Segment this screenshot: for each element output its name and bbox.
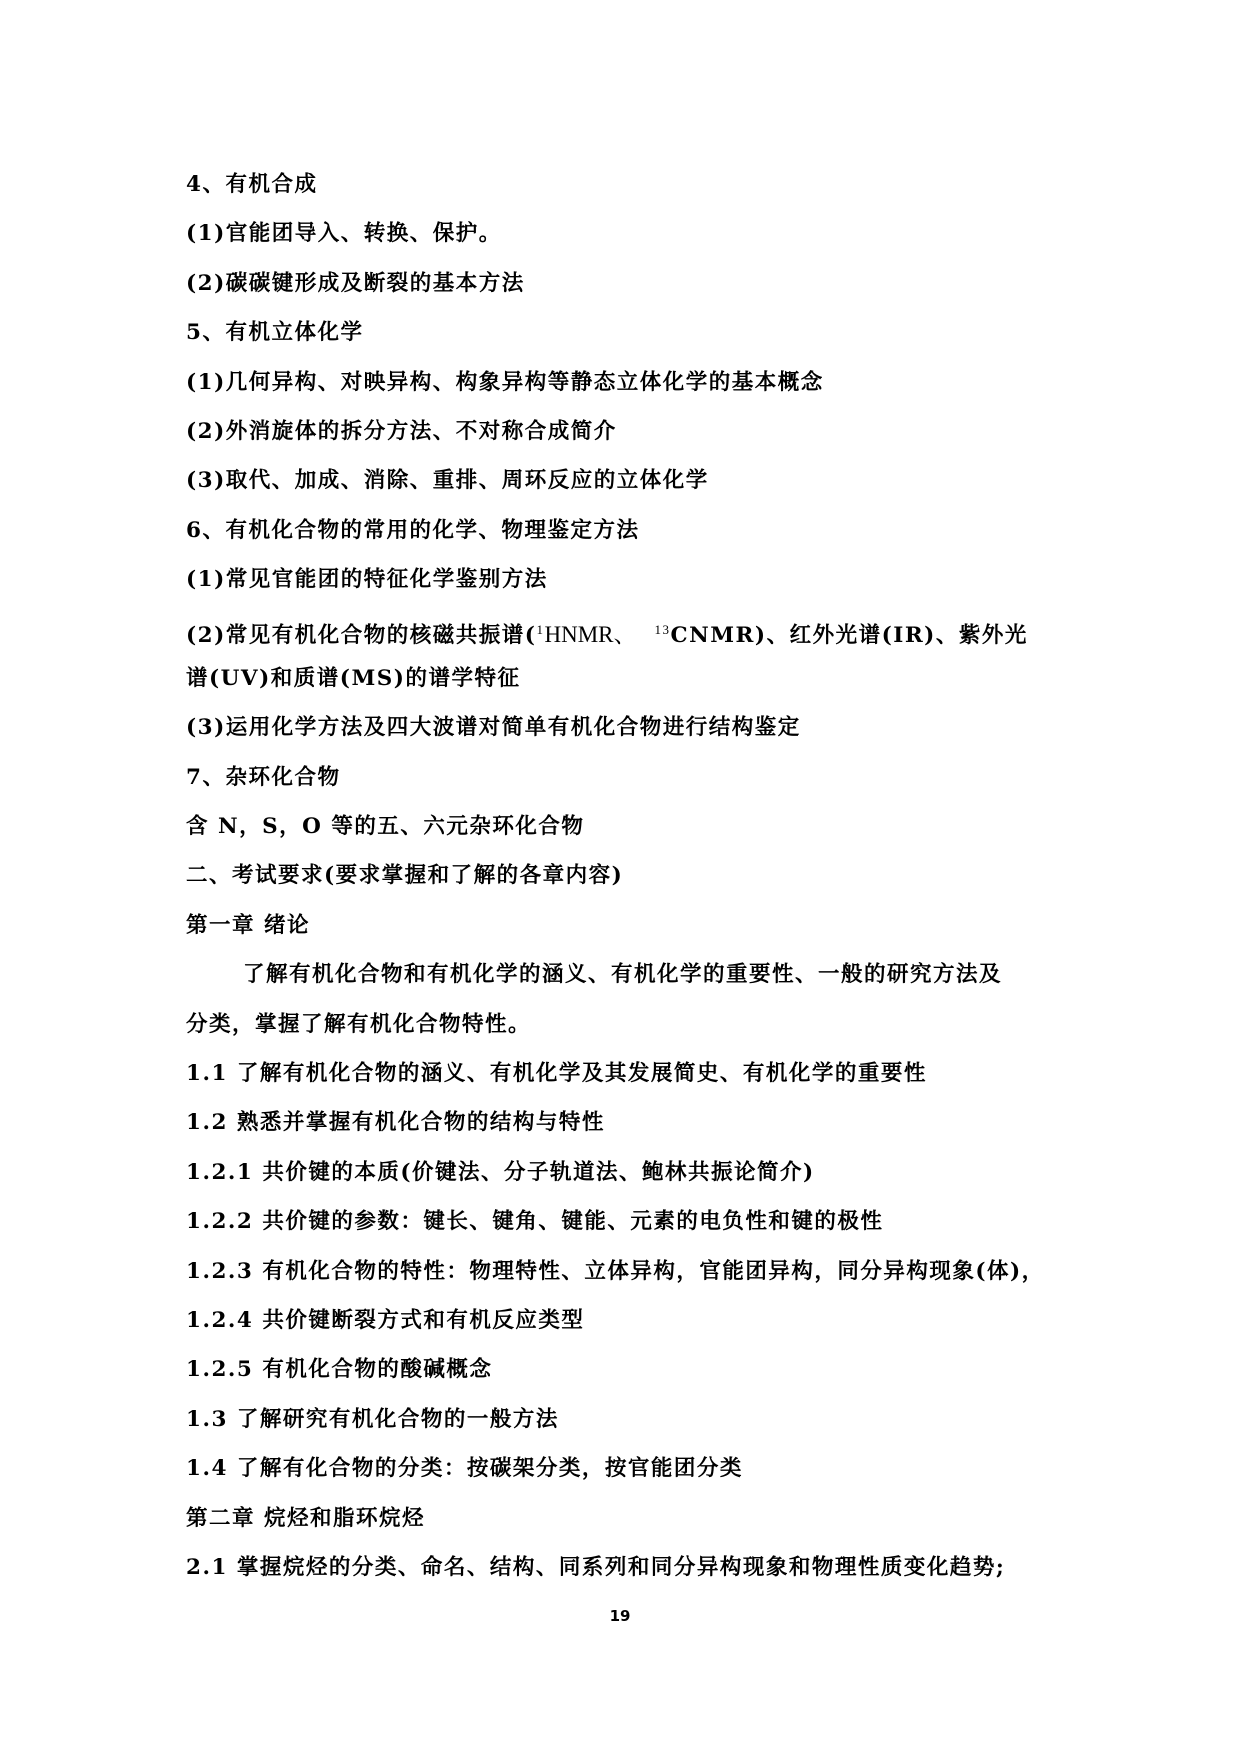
subsection-item: 1.4 了解有化合物的分类：按碳架分类，按官能团分类 xyxy=(186,1456,743,1482)
list-item: (3)取代、加成、消除、重排、周环反应的立体化学 xyxy=(186,468,709,494)
paragraph-line: 分类，掌握了解有机化合物特性。 xyxy=(186,1011,532,1037)
subsection-item: 1.1 了解有机化合物的涵义、有机化学及其发展简史、有机化学的重要性 xyxy=(186,1061,927,1087)
document-body xyxy=(186,160,1066,1592)
list-item: (3)运用化学方法及四大波谱对简单有机化合物进行结构鉴定 xyxy=(186,715,801,741)
list-item: (1)几何异构、对映异构、构象异构等静态立体化学的基本概念 xyxy=(186,369,824,395)
superscript-1: 1 xyxy=(536,621,545,637)
subsection-item: 1.2.1 共价键的本质(价键法、分子轨道法、鲍林共振论简介) xyxy=(186,1159,815,1185)
subsection-item: 2.1 掌握烷烃的分类、命名、结构、同系列和同分异构现象和物理性质变化趋势; xyxy=(186,1554,1006,1580)
list-item: (2)碳碳键形成及断裂的基本方法 xyxy=(186,270,525,296)
superscript-13: 13 xyxy=(654,621,671,637)
hnmr-text: HNMR、 xyxy=(544,621,637,647)
section-heading: 7、杂环化合物 xyxy=(186,764,341,790)
list-item: (1)常见官能团的特征化学鉴别方法 xyxy=(186,567,548,593)
part-heading: 二、考试要求(要求掌握和了解的各章内容) xyxy=(186,863,624,889)
list-item-continuation: 谱(UV)和质谱(MS)的谱学特征 xyxy=(186,665,521,691)
subsection-item: 1.2.3 有机化合物的特性：物理特性、立体异构，官能团异构，同分异构现象(体)， xyxy=(186,1258,1045,1284)
section-heading: 6、有机化合物的常用的化学、物理鉴定方法 xyxy=(186,517,640,543)
list-item-nmr xyxy=(186,605,1066,654)
chapter-heading: 第二章 烷烃和脂环烷烃 xyxy=(186,1505,425,1531)
cnmr-text: CNMR)、红外光谱(IR)、紫外光 xyxy=(670,622,1028,648)
page-number: 19 xyxy=(609,1607,631,1625)
subsection-item: 1.2.2 共价键的参数：键长、键角、键能、元素的电负性和键的极性 xyxy=(186,1209,884,1235)
nmr-prefix: (2)常见有机化合物的核磁共振谱( xyxy=(186,622,537,648)
subsection-item: 1.2.5 有机化合物的酸碱概念 xyxy=(186,1357,493,1383)
list-item: (2)外消旋体的拆分方法、不对称合成简介 xyxy=(186,418,617,444)
list-item: 含 N，S，O 等的五、六元杂环化合物 xyxy=(186,814,585,840)
section-heading: 4、有机合成 xyxy=(186,172,318,197)
chapter-heading: 第一章 绪论 xyxy=(186,912,310,938)
section-heading: 5、有机立体化学 xyxy=(186,320,364,346)
subsection-item: 1.3 了解研究有机化合物的一般方法 xyxy=(186,1406,559,1432)
list-item: (1)官能团导入、转换、保护。 xyxy=(186,221,502,247)
subsection-item: 1.2.4 共价键断裂方式和有机反应类型 xyxy=(186,1307,585,1333)
paragraph-line: 了解有机化合物和有机化学的涵义、有机化学的重要性、一般的研究方法及 xyxy=(243,962,1003,988)
subsection-item: 1.2 熟悉并掌握有机化合物的结构与特性 xyxy=(186,1110,605,1136)
